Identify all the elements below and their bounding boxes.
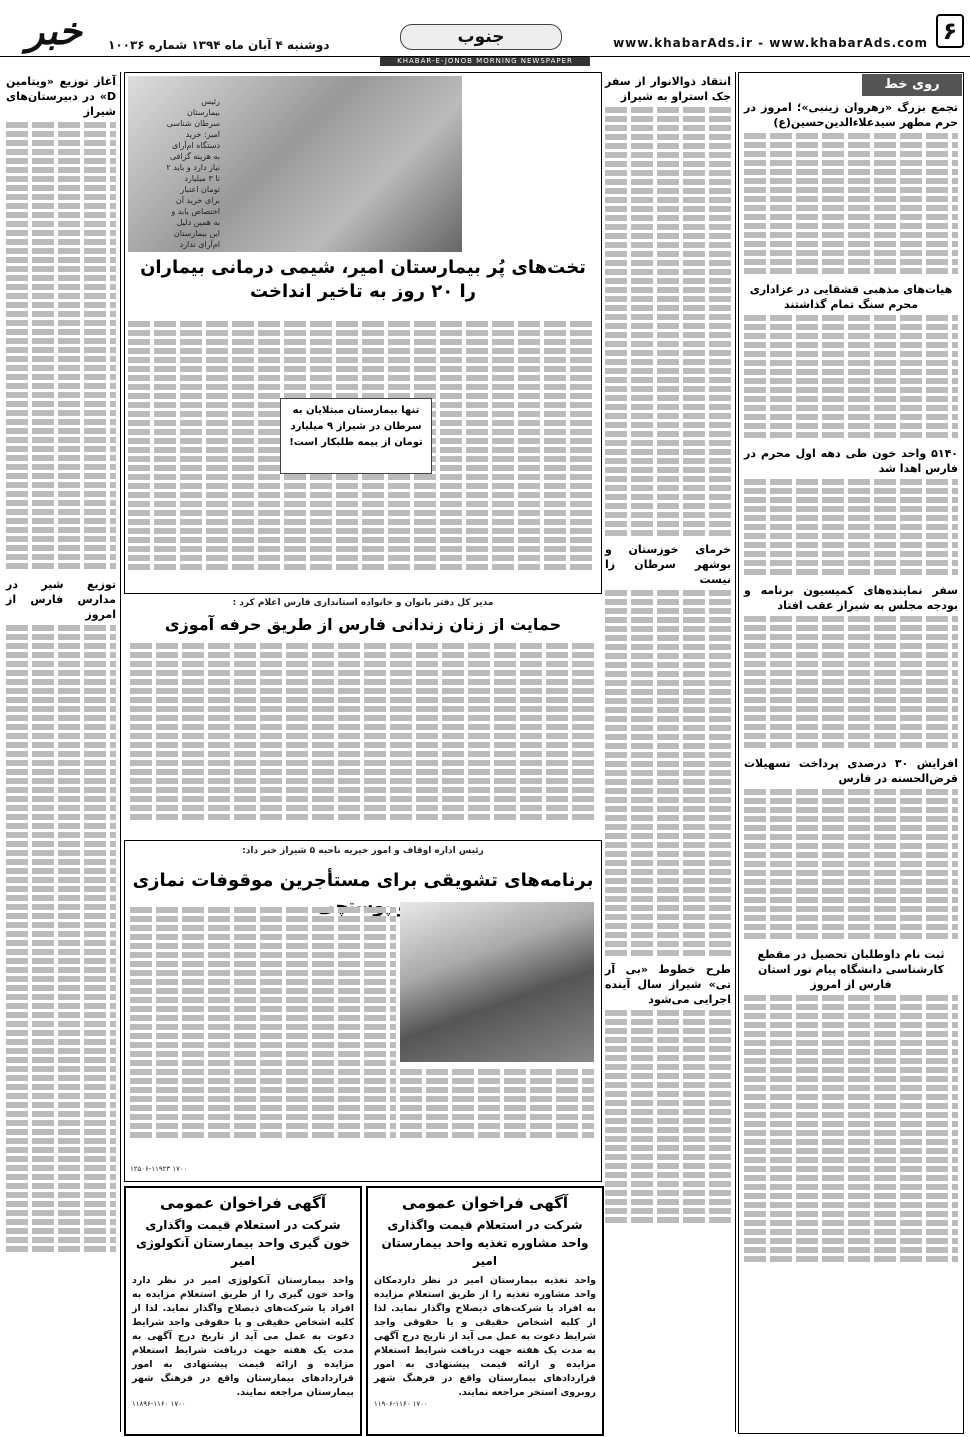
logo-text: خبر	[26, 8, 82, 53]
header-rule	[0, 56, 970, 57]
masthead-strip: KHABAR-E-JONOB MORNING NEWSPAPER	[380, 56, 590, 66]
ad-code: ۱۱۸۹۶-۱۱۶۰ ۱۷۰۰	[132, 1400, 186, 1408]
news-headline-jack-straw: انتقاد ذوالانوار از سفر جک استراو به شیراز	[605, 75, 731, 103]
women-headline: حمایت از زنان زندانی فارس از طریق حرفه آموزی	[164, 615, 562, 634]
ad-title: آگهی فراخوان عمومی	[401, 1194, 568, 1212]
women-story-body	[130, 640, 596, 836]
masthead	[0, 0, 970, 68]
newspaper-logo	[4, 8, 104, 58]
photo-caption	[166, 96, 220, 249]
left-news-body	[6, 74, 116, 1432]
news-headline-milk: توزیع شیر در مدارس فارس از امروز	[6, 578, 116, 621]
official-portrait-photo	[400, 902, 594, 1062]
ad-title: آگهی فراخوان عمومی	[159, 1194, 326, 1212]
news-headline-5: افزایش ۳۰ درصدی پرداخت تسهیلات قرض‌الحسنه در فارس	[744, 757, 958, 785]
news-headline-4: سفر نماینده‌های کمیسیون برنامه و بودجه مجلس به شیراز عقب افتاد	[744, 584, 958, 612]
pull-quote-box	[280, 398, 432, 474]
mid-right-news-body	[605, 74, 731, 1432]
page-number: ۶	[936, 14, 964, 48]
awqaf-story-body	[130, 904, 396, 1164]
ad-body: واحد بیمارستان آنکولوژی امیر در نظر دارد واحد خون گیری را از طریق استعلام مزایده به افراد یا شرکت‌های ذیصلاح واگذار نماید. لذا از کلیه اشخاص حقیقی و یا حقوقی واجد شرایط دعوت به عمل می آید از تاریخ درج آگهی به مدت یک هفته جهت دریافت شرایط استعلام مزایده و ارائه قیمت پیشنهادی به امور قراردادهای بیمارستان واقع در فرهنگ شهر بیمارستان مراجعه نمایند.	[132, 1275, 354, 1398]
news-headline-vitamin-d: آغاز توزیع «ویتامین D» در دبیرستان‌های شیراز	[6, 75, 116, 118]
ad-body: واحد تغذیه بیمارستان امیر در نظر داردمکان واحد مشاوره تغذیه را از طریق استعلام مزایده به افراد یا شرکت‌های ذیصلاح واگذار نماید. لذا از کلیه اشخاص حقیقی و یا حقوقی واجد شرایط دعوت به عمل می آید از تاریخ درج آگهی به مدت یک هفته جهت دریافت شرایط استعلام مزایده و ارائه قیمت پیشنهادی به امور قراردادهای بیمارستان واقع در فرهنگ شهر روبروی استخر مراجعه نمایند.	[374, 1275, 596, 1398]
ad-box-nutrition	[366, 1186, 604, 1436]
pull-quote: تنها بیمارستان مبتلایان به سرطان در شیراز ۹ میلیارد تومان از بیمه طلبکار است!	[289, 405, 423, 448]
photo-caption-text: رئیس بیمارستان سرطان شناسی امیر: خرید دستگاه ام‌آر‌ای به هزینه گزافی نیاز دارد و باید ۲ تا ۳ میلیارد تومان اعتبار برای خرید آن اختصاص یابد و به همین دلیل این بیمارستان ام‌آر‌ای ندارد	[166, 97, 220, 249]
ad-subtitle: شرکت در استعلام قیمت واگذاری واحد مشاوره تغذیه واحد بیمارستان امیر	[381, 1218, 589, 1268]
news-headline-1: تجمع بزرگ «رهروان زینبی»؛ امروز در حرم مطهر سیدعلاءالدین‌حسین(ع)	[744, 101, 958, 129]
ad-subtitle: شرکت در استعلام قیمت واگذاری خون گیری واحد بیمارستان آنکولوژی امیر	[136, 1218, 350, 1268]
awqaf-kicker: رئیس اداره اوقاف و امور خیریه ناحیه ۵ شیراز خبر داد:	[242, 846, 484, 856]
news-headline-6: ثبت نام داوطلبان تحصیل در مقطع کارشناسی دانشگاه پیام نور استان فارس از امروز	[757, 948, 945, 991]
website-url[interactable]: www.khabarAds.ir - www.khabarAds.com	[613, 36, 928, 50]
women-kicker: مدیر کل دفتر بانوان و خانواده استانداری فارس اعلام کرد :	[232, 598, 494, 608]
ad-box-blood-sampling	[124, 1186, 362, 1436]
awqaf-story-body-2	[400, 1066, 594, 1158]
column-divider	[735, 72, 736, 1432]
awqaf-footer-code: ۱۲۵۰۶-۱۱۹۲۳ ۱۷۰۰	[130, 1165, 188, 1173]
section-label: جنوب	[400, 24, 562, 50]
news-headline-dates: خرمای خوزستان و بوشهر سرطان زا نیست	[605, 543, 731, 586]
news-headline-3: ۵۱۴۰ واحد خون طی دهه اول محرم در فارس اهدا شد	[744, 447, 958, 475]
issue-date: دوشنبه ۴ آبان ماه ۱۳۹۴ شماره ۱۰۰۳۶	[108, 38, 330, 52]
section-title-bar: روی خط	[862, 74, 962, 96]
left-column-divider	[120, 72, 121, 1432]
ad-code: ۱۱۹۰۶-۱۱۶۰ ۱۷۰۰	[374, 1400, 428, 1408]
right-news-body	[744, 100, 958, 1430]
awqaf-headline: برنامه‌های تشویقی برای مستأجرین موقوفات نمازی	[132, 870, 594, 891]
news-headline-brt: طرح خطوط «بی آر تی» شیراز سال آینده اجرایی می‌شود	[605, 963, 731, 1006]
news-headline-2: هیات‌های مذهبی قشقایی در عزاداری محرم سنگ تمام گذاشتند	[749, 283, 953, 311]
hospital-headline: تخت‌های پُر بیمارستان امیر، شیمی درمانی بیماران را ۲۰ روز به تاخیر انداخت	[140, 257, 586, 302]
